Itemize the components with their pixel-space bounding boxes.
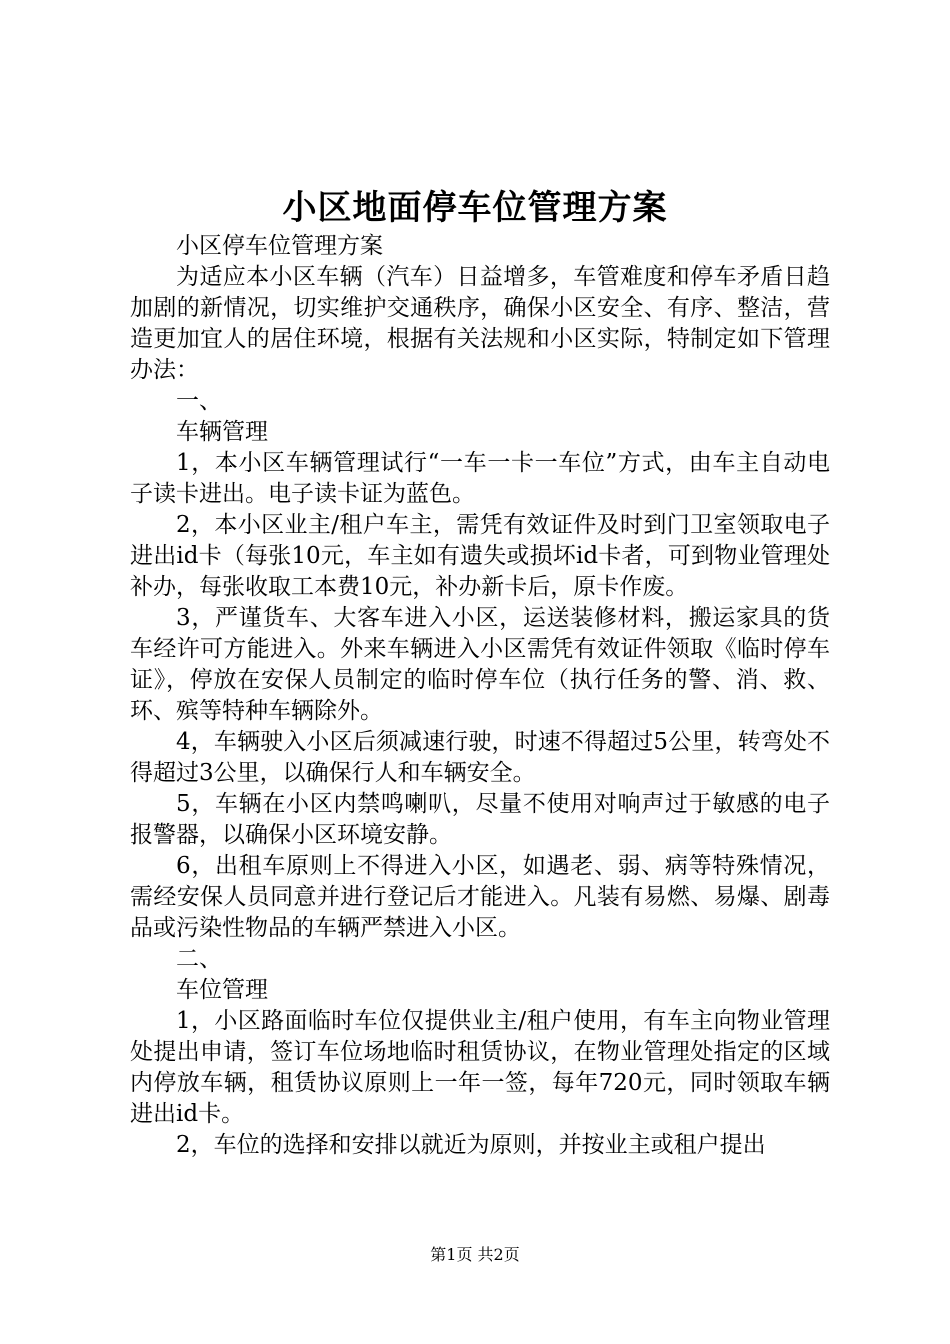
paragraph-vehicle-2: 2，本小区业主/租户车主，需凭有效证件及时到门卫室领取电子进出id卡（每张10元，车主如有遗失或损坏id卡者，可到物业管理处补办，每张收取工本费10元，补办新卡后，原卡作废。 (130, 512, 830, 600)
paragraph-vehicle-3: 3，严谨货车、大客车进入小区，运送装修材料，搬运家具的货车经许可方能进入。外来车辆进入小区需凭有效证件领取《临时停车证》，停放在安保人员制定的临时停车位（执行任务的警、消、救、环、殡等特种车辆除外。 (130, 605, 830, 724)
section-number-2: 二、 (176, 946, 222, 972)
section-number-1: 一、 (176, 388, 222, 414)
paragraph-parking-1: 1，小区路面临时车位仅提供业主/租户使用，有车主向物业管理处提出申请，签订车位场地临时租赁协议，在物业管理处指定的区域内停放车辆，租赁协议原则上一年一签，每年720元，同时领取车辆进出id卡。 (130, 1008, 830, 1127)
section-heading-vehicle: 车辆管理 (176, 419, 268, 445)
paragraph-parking-2: 2，车位的选择和安排以就近为原则，并按业主或租户提出 (176, 1132, 766, 1158)
document-body (130, 231, 830, 1161)
paragraph-vehicle-1: 1，本小区车辆管理试行“一车一卡一车位”方式，由车主自动电子读卡进出。电子读卡证为蓝色。 (130, 450, 830, 507)
paragraph-intro: 为适应本小区车辆（汽车）日益增多，车管难度和停车矛盾日趋加剧的新情况，切实维护交通秩序，确保小区安全、有序、整洁，营造更加宜人的居住环境，根据有关法规和小区实际，特制定如下管理办法： (130, 264, 830, 383)
paragraph-subtitle: 小区停车位管理方案 (176, 233, 383, 259)
paragraph-vehicle-5: 5，车辆在小区内禁鸣喇叭，尽量不使用对响声过于敏感的电子报警器，以确保小区环境安静。 (130, 791, 830, 848)
page-footer: 第1页 共2页 (430, 1245, 520, 1264)
document-title: 小区地面停车位管理方案 (282, 188, 668, 228)
paragraph-vehicle-6: 6，出租车原则上不得进入小区，如遇老、弱、病等特殊情况，需经安保人员同意并进行登记后才能进入。凡装有易燃、易爆、剧毒品或污染性物品的车辆严禁进入小区。 (130, 853, 830, 941)
paragraph-vehicle-4: 4，车辆驶入小区后须减速行驶，时速不得超过5公里，转弯处不得超过3公里，以确保行人和车辆安全。 (130, 729, 830, 786)
section-heading-parking: 车位管理 (176, 977, 268, 1003)
